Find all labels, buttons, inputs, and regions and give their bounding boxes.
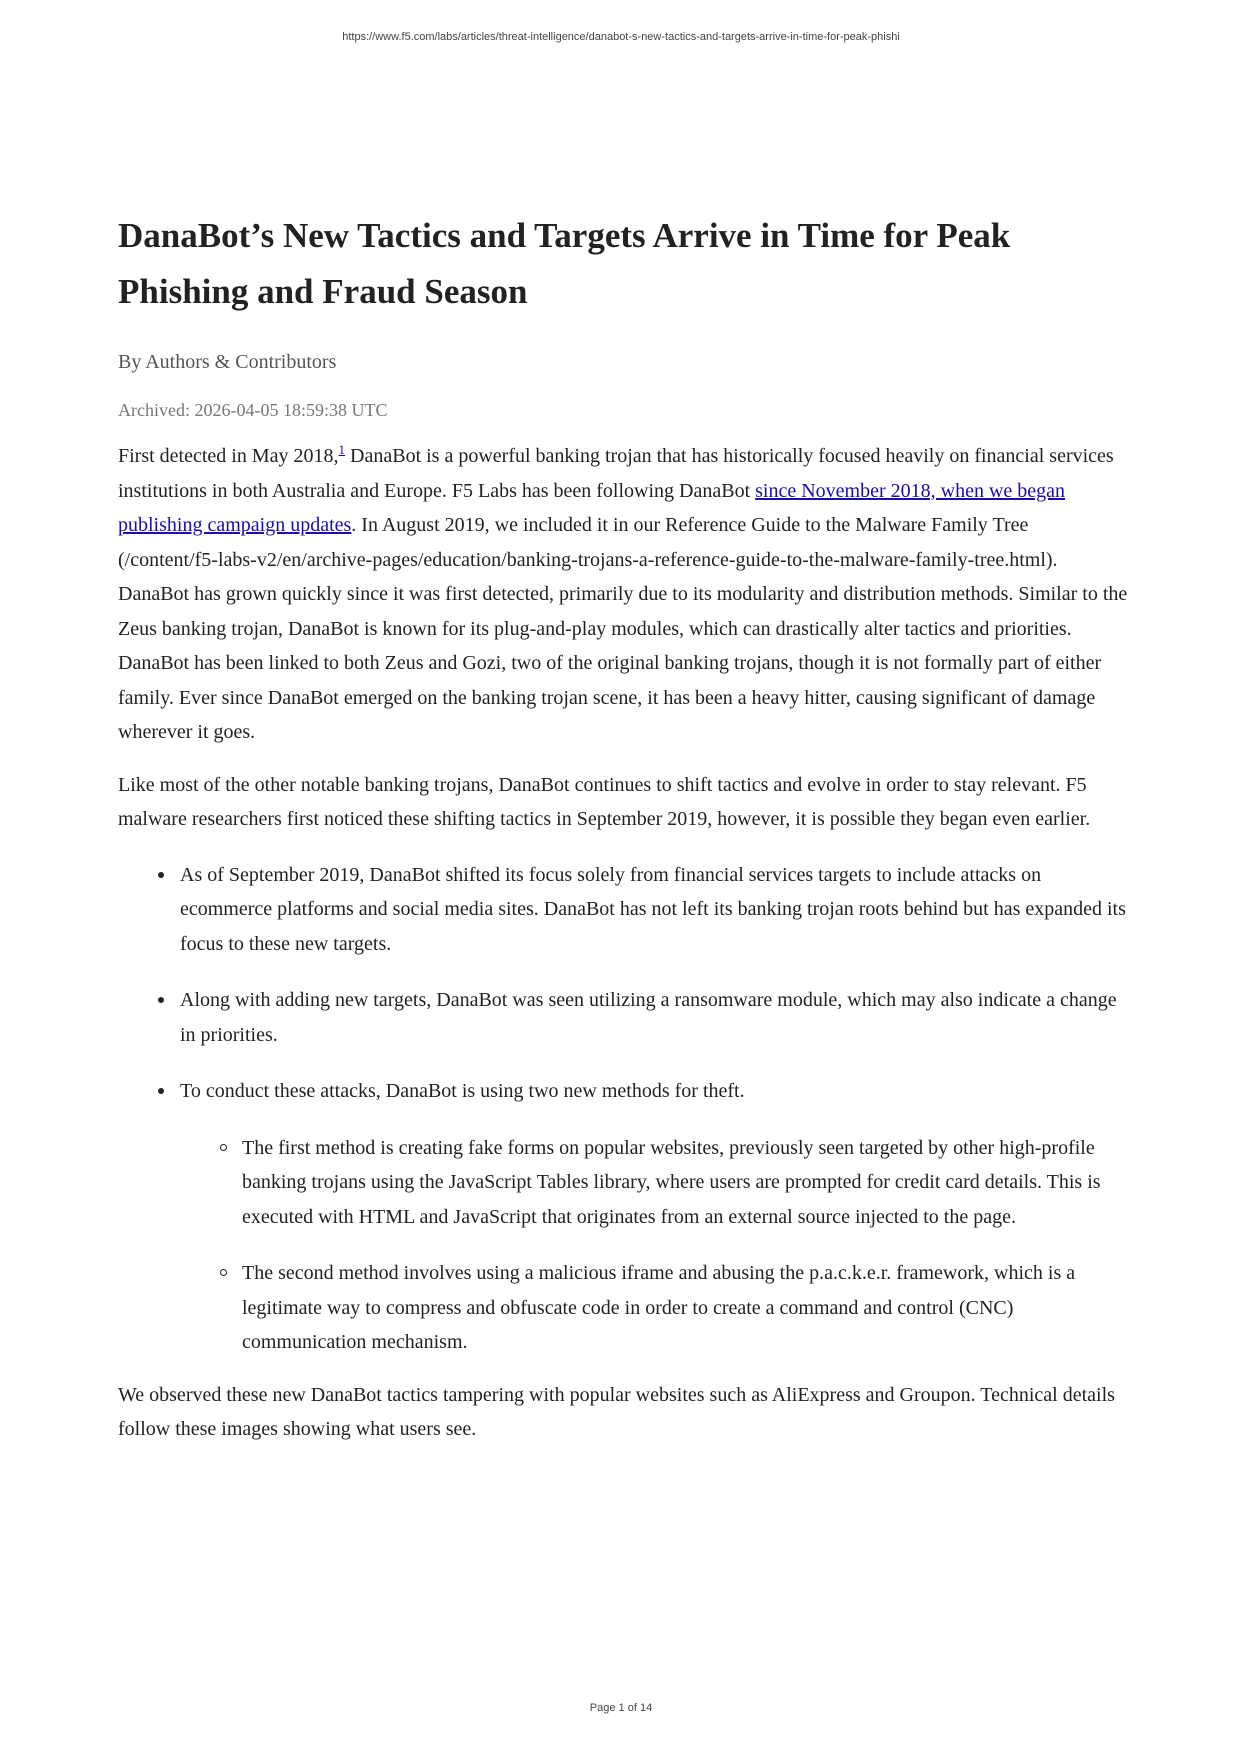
tactics-list — [118, 858, 1128, 1360]
list-item-text: To conduct these attacks, DanaBot is using two new methods for theft. — [180, 1080, 745, 1102]
list-item — [180, 858, 1128, 962]
bullet-icon — [158, 1088, 164, 1094]
theft-methods-list — [180, 1131, 1128, 1360]
campaign-updates-link[interactable]: since November 2018, when we began publishing campaign updates — [118, 479, 1066, 536]
article-byline: By Authors & Contributors — [118, 351, 337, 373]
list-item-text: Along with adding new targets, DanaBot was seen utilizing a ransomware module, which may also indicate a change in priorities. — [180, 989, 1117, 1046]
page-number: Page 1 of 14 — [589, 1702, 653, 1714]
sub-list-item-text: The first method is creating fake forms on popular websites, previously seen targeted by other high-profile banking trojans using the JavaScript Tables library, where users are prompted for credit card details. This is executed with HTML and JavaScript that originates from an external source injected to the page. — [242, 1136, 1101, 1228]
intro-paragraph — [118, 439, 1128, 750]
sub-list-item — [242, 1131, 1128, 1235]
article-title: DanaBot’s New Tactics and Targets Arrive in Time for Peak Phishing and Fraud Season — [118, 216, 1011, 311]
page-url-header: https://www.f5.com/labs/articles/threat-intelligence/danabot-s-new-tactics-and-targets-arrive-in-time-for-peak-phishi — [342, 31, 900, 43]
observations-paragraph: We observed these new DanaBot tactics tampering with popular websites such as AliExpress and Groupon. Technical details follow these images showing what users see. — [118, 1383, 1115, 1440]
archived-timestamp: Archived: 2026-04-05 18:59:38 UTC — [118, 400, 388, 420]
tactics-paragraph: Like most of the other notable banking trojans, DanaBot continues to shift tactics and evolve in order to stay relevant. F5 malware researchers first noticed these shifting tactics in September 2019, however, it is possible they began even earlier. — [118, 773, 1091, 830]
list-item-text: As of September 2019, DanaBot shifted its focus solely from financial services targets to include attacks on ecommerce platforms and social media sites. DanaBot has not left its banking trojan roots behind but has expanded its focus to these new targets. — [180, 863, 1126, 955]
footnote-link-1[interactable]: 1 — [338, 442, 346, 457]
circle-bullet-icon — [220, 1144, 227, 1151]
bullet-icon — [158, 997, 164, 1003]
bullet-icon — [158, 872, 164, 878]
intro-text-middle: DanaBot is a powerful banking trojan that has historically focused heavily on financial services institutions in both Australia and Europe. F5 Labs has been following DanaBot — [118, 445, 1114, 502]
article — [118, 208, 1128, 1447]
circle-bullet-icon — [220, 1269, 227, 1276]
sub-list-item-text: The second method involves using a malicious iframe and abusing the p.a.c.k.e.r. framework, which is a legitimate way to compress and obfuscate code in order to create a command and control (CNC) communication mechanism. — [242, 1262, 1076, 1353]
list-item — [180, 983, 1128, 1052]
list-item — [180, 1074, 1128, 1360]
intro-text-start: First detected in May 2018, — [118, 445, 339, 467]
intro-text-end: . In August 2019, we included it in our Reference Guide to the Malware Family Tree (/content/f5-labs-v2/en/archive-pages/education/banking-trojans-a-reference-guide-to-the-malware-family-tree.html). DanaBot has grown quickly since it was first detected, primarily due to its modularity and distribution methods. Similar to the Zeus banking trojan, DanaBot is known for its plug-and-play modules, which can drastically alter tactics and priorities. DanaBot has been linked to both Zeus and Gozi, two of the original banking trojans, though it is not formally part of either family. Ever since DanaBot emerged on the banking trojan scene, it has been a heavy hitter, causing significant of damage wherever it goes. — [118, 514, 1128, 743]
sub-list-item — [242, 1256, 1128, 1360]
